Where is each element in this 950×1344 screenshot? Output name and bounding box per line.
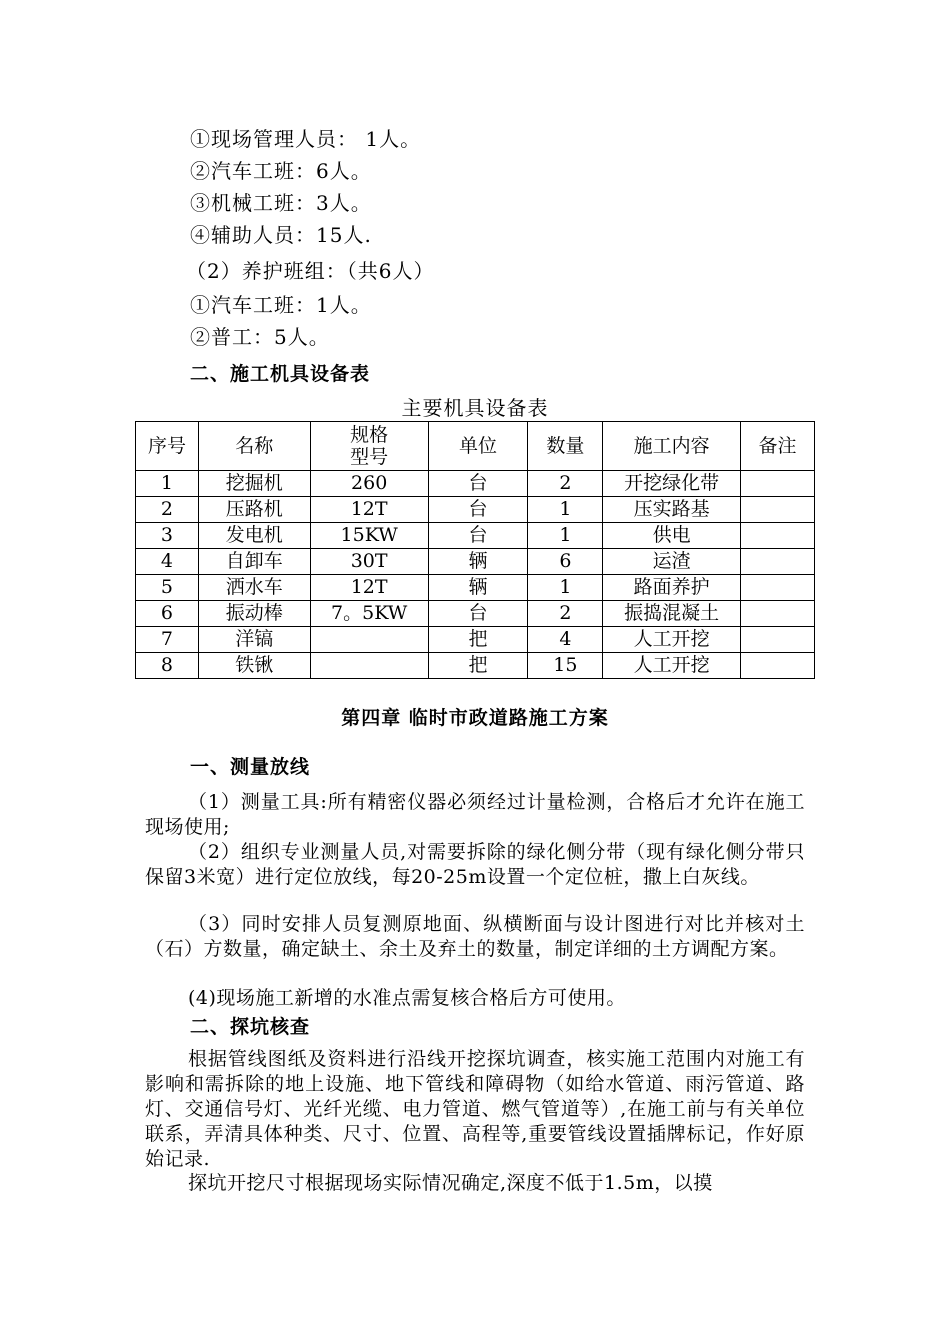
survey-paragraph-3 [145, 912, 805, 962]
cell-name: 发电机 [198, 523, 310, 549]
header-work-content: 施工内容 [603, 422, 741, 471]
cell-spec [310, 653, 428, 679]
cell-quantity: 4 [528, 627, 603, 653]
cell-spec: 260 [310, 471, 428, 497]
cell-index: 7 [136, 627, 199, 653]
staff-item-5: ①汽车工班：1人。 [190, 293, 372, 317]
cell-work-content: 人工开挖 [603, 653, 741, 679]
survey-paragraph-3-text: （3）同时安排人员复测原地面、纵横断面与设计图进行对比并核对土（石）方数量，确定缺土、余土及弃土的数量，制定详细的土方调配方案。 [145, 913, 805, 960]
cell-work-content: 人工开挖 [603, 627, 741, 653]
table-row [136, 523, 815, 549]
cell-work-content: 供电 [603, 523, 741, 549]
cell-index: 2 [136, 497, 199, 523]
header-quantity: 数量 [528, 422, 603, 471]
cell-quantity: 1 [528, 575, 603, 601]
cell-remarks [741, 653, 815, 679]
cell-quantity: 2 [528, 601, 603, 627]
header-spec-line1: 规格 [350, 424, 389, 446]
table-caption: 主要机具设备表 [401, 396, 549, 420]
cell-spec: 15KW [310, 523, 428, 549]
pit-paragraph-2 [145, 1171, 805, 1196]
cell-spec: 7。5KW [310, 601, 428, 627]
table-row [136, 653, 815, 679]
header-spec-line2: 型号 [350, 446, 389, 468]
header-remarks: 备注 [741, 422, 815, 471]
cell-name: 振动棒 [198, 601, 310, 627]
equipment-table [135, 421, 815, 679]
cell-index: 4 [136, 549, 199, 575]
cell-unit: 台 [428, 471, 528, 497]
cell-remarks [741, 523, 815, 549]
survey-paragraph-1 [145, 790, 805, 840]
maintenance-team: （2）养护班组：（共6人） [186, 259, 435, 283]
header-spec [310, 422, 428, 471]
cell-unit: 台 [428, 601, 528, 627]
cell-spec: 30T [310, 549, 428, 575]
cell-spec: 12T [310, 575, 428, 601]
pit-paragraph-1-text: 根据管线图纸及资料进行沿线开挖探坑调查，核实施工范围内对施工有影响和需拆除的地上设施、地下管线和障碍物（如给水管道、雨污管道、路灯、交通信号灯、光纤光缆、电力管道、燃气管道等）,在施工前与有关单位联系，弄清具体种类、尺寸、位置、高程等,重要管线设置插牌标记，作好原始记录. [145, 1048, 805, 1170]
header-name: 名称 [198, 422, 310, 471]
cell-work-content: 开挖绿化带 [603, 471, 741, 497]
survey-paragraph-4-text: (4)现场施工新增的水准点需复核合格后方可使用。 [188, 987, 626, 1009]
cell-remarks [741, 471, 815, 497]
cell-name: 洋镐 [198, 627, 310, 653]
table-row [136, 601, 815, 627]
cell-name: 铁锹 [198, 653, 310, 679]
cell-remarks [741, 497, 815, 523]
cell-work-content: 路面养护 [603, 575, 741, 601]
staff-item-2: ②汽车工班：6人。 [190, 159, 372, 183]
cell-quantity: 2 [528, 471, 603, 497]
cell-name: 挖掘机 [198, 471, 310, 497]
cell-remarks [741, 575, 815, 601]
survey-paragraph-2 [145, 840, 805, 890]
pit-paragraph-1 [145, 1047, 805, 1172]
section-heading-survey: 一、测量放线 [190, 756, 311, 778]
cell-quantity: 1 [528, 523, 603, 549]
table-row [136, 497, 815, 523]
cell-index: 6 [136, 601, 199, 627]
cell-quantity: 6 [528, 549, 603, 575]
staff-item-1: ①现场管理人员： 1人。 [190, 127, 422, 151]
cell-index: 1 [136, 471, 199, 497]
chapter-title: 第四章 临时市政道路施工方案 [341, 707, 609, 729]
survey-paragraph-2-text: （2）组织专业测量人员,对需要拆除的绿化侧分带（现有绿化侧分带只保留3米宽）进行定位放线，每20-25m设置一个定位桩，撒上白灰线。 [145, 841, 805, 888]
cell-work-content: 振捣混凝土 [603, 601, 741, 627]
cell-unit: 台 [428, 523, 528, 549]
table-row [136, 471, 815, 497]
header-index: 序号 [136, 422, 199, 471]
table-row [136, 549, 815, 575]
cell-work-content: 运渣 [603, 549, 741, 575]
staff-item-3: ③机械工班：3人。 [190, 191, 372, 215]
table-row [136, 575, 815, 601]
cell-index: 3 [136, 523, 199, 549]
cell-unit: 把 [428, 627, 528, 653]
table-header-row [136, 422, 815, 471]
survey-paragraph-4 [145, 986, 805, 1011]
section-heading-pit: 二、探坑核查 [190, 1016, 311, 1038]
cell-index: 5 [136, 575, 199, 601]
cell-unit: 辆 [428, 575, 528, 601]
cell-name: 洒水车 [198, 575, 310, 601]
survey-paragraph-1-text: （1）测量工具:所有精密仪器必须经过计量检测，合格后才允许在施工现场使用; [145, 791, 805, 838]
cell-work-content: 压实路基 [603, 497, 741, 523]
cell-unit: 辆 [428, 549, 528, 575]
cell-index: 8 [136, 653, 199, 679]
cell-unit: 把 [428, 653, 528, 679]
cell-remarks [741, 601, 815, 627]
cell-spec [310, 627, 428, 653]
cell-spec: 12T [310, 497, 428, 523]
table-row [136, 627, 815, 653]
section-heading-equipment: 二、施工机具设备表 [190, 363, 371, 385]
cell-quantity: 15 [528, 653, 603, 679]
pit-paragraph-2-text: 探坑开挖尺寸根据现场实际情况确定,深度不低于1.5m，以摸 [188, 1172, 713, 1194]
cell-remarks [741, 627, 815, 653]
cell-name: 自卸车 [198, 549, 310, 575]
header-unit: 单位 [428, 422, 528, 471]
staff-item-4: ④辅助人员：15人. [190, 223, 372, 247]
staff-item-6: ②普工：5人。 [190, 325, 330, 349]
cell-name: 压路机 [198, 497, 310, 523]
cell-remarks [741, 549, 815, 575]
cell-quantity: 1 [528, 497, 603, 523]
cell-unit: 台 [428, 497, 528, 523]
